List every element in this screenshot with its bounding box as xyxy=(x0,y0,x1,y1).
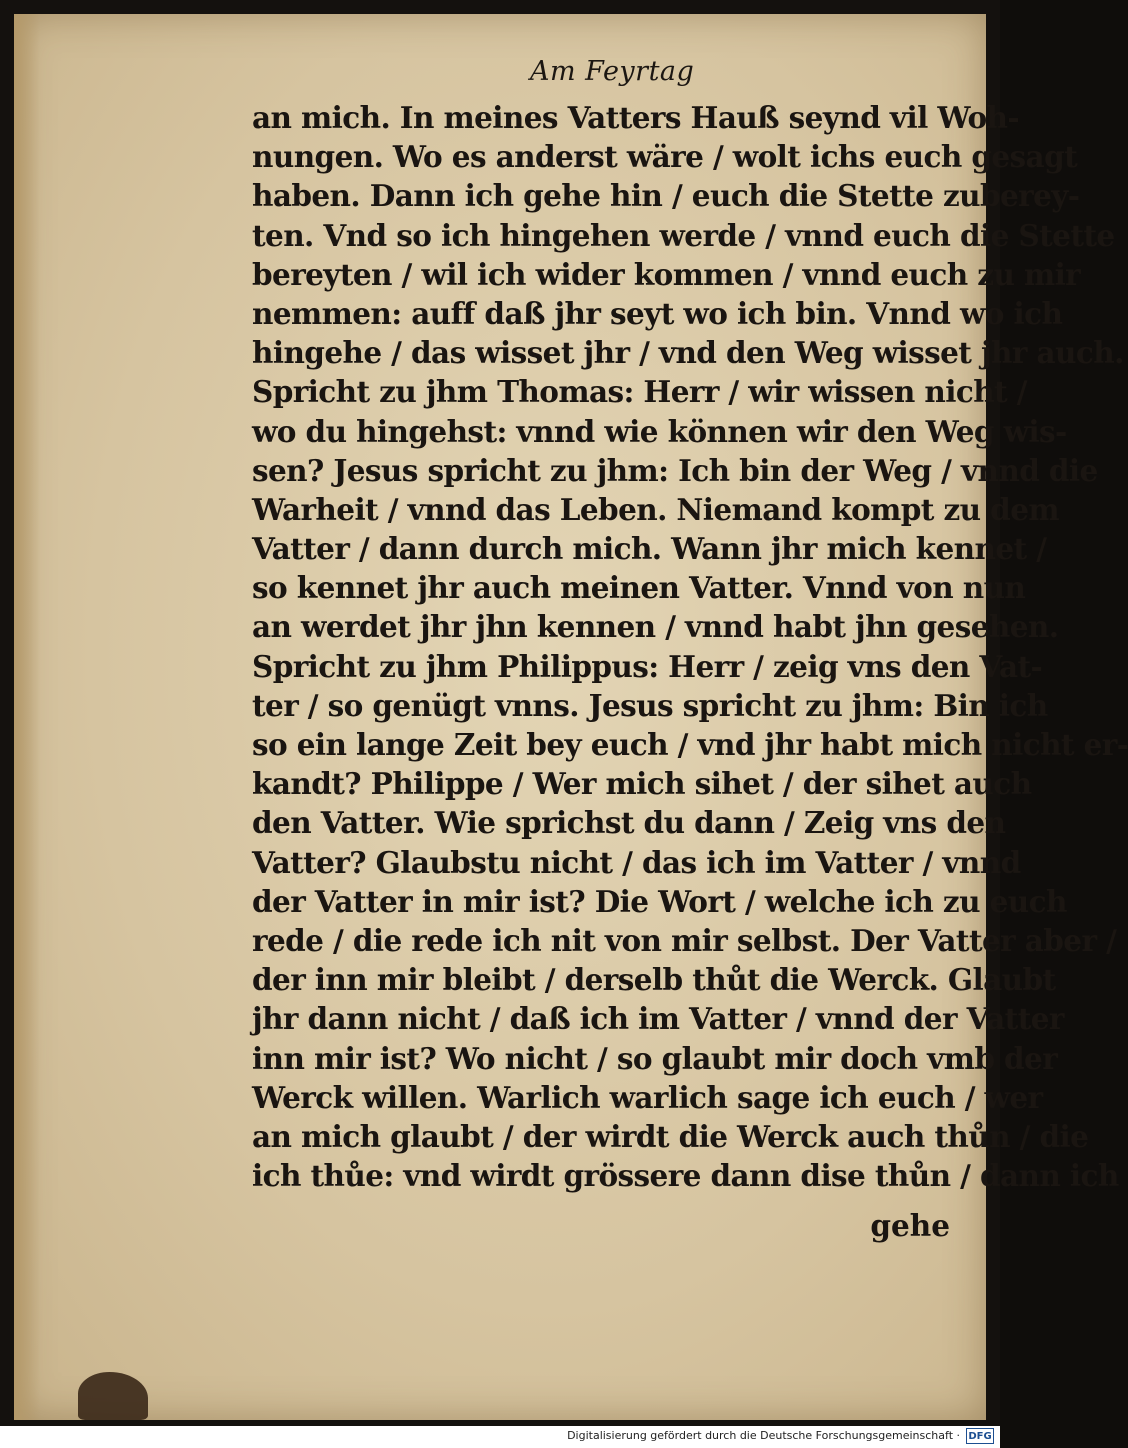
text-line: inn mir ist? Wo nicht / so glaubt mir doch vmb der xyxy=(252,1040,1058,1076)
text-line: so kennet jhr auch meinen Vatter. Vnnd von nun xyxy=(252,570,1026,606)
text-line: ter / so genügt vnns. Jesus spricht zu jhm: Bin ich xyxy=(252,687,1048,723)
text-line: ich thůe: vnd wirdt grössere dann dise thůn / dann ich xyxy=(252,1158,1119,1194)
catchword: gehe xyxy=(870,1208,950,1243)
text-line: jhr dann nicht / daß ich im Vatter / vnnd der Vatter xyxy=(252,1001,1064,1037)
text-line: rede / die rede ich nit von mir selbst. Der Vatter aber / xyxy=(252,922,1117,958)
text-line: kandt? Philippe / Wer mich sihet / der sihet auch xyxy=(252,766,1032,802)
text-line: der inn mir bleibt / derselb thůt die Werck. Glaubt xyxy=(252,962,1056,998)
text-line: an werdet jhr jhn kennen / vnnd habt jhn gesehen. xyxy=(252,609,1059,645)
running-head: Am Feyrtag xyxy=(530,56,695,87)
footer-credit: Digitalisierung gefördert durch die Deutsche Forschungsgemeinschaft · xyxy=(567,1429,960,1442)
text-line: der Vatter in mir ist? Die Wort / welche ich zu euch xyxy=(252,883,1067,919)
text-line: nungen. Wo es anderst wäre / wolt ichs euch gesagt xyxy=(252,139,1078,175)
text-line: nemmen: auff daß jhr seyt wo ich bin. Vnnd wo ich xyxy=(252,295,1063,331)
dfg-logo: DFG xyxy=(966,1428,994,1444)
text-line: so ein lange Zeit bey euch / vnd jhr habt mich nicht er- xyxy=(252,727,1128,762)
text-line: haben. Dann ich gehe hin / euch die Stette zuberey- xyxy=(252,178,1080,214)
text-line: Werck willen. Warlich warlich sage ich euch / wer xyxy=(252,1079,1043,1115)
text-line: hingehe / das wisset jhr / vnd den Weg wisset jhr auch. xyxy=(252,335,1124,371)
text-line: bereyten / wil ich wider kommen / vnnd euch zu mir xyxy=(252,256,1081,292)
text-line: Warheit / vnnd das Leben. Niemand kompt zu dem xyxy=(252,491,1059,527)
text-line: Vatter? Glaubstu nicht / das ich im Vatter / vnnd xyxy=(252,844,1021,880)
text-line: den Vatter. Wie sprichst du dann / Zeig vns den xyxy=(252,805,1006,841)
text-line: Vatter / dann durch mich. Wann jhr mich kennet / xyxy=(252,531,1047,567)
text-line: ten. Vnd so ich hingehen werde / vnnd euch die Stette xyxy=(252,217,1115,253)
text-line: Spricht zu jhm Thomas: Herr / wir wissen nicht / xyxy=(252,374,1027,410)
body-text xyxy=(252,98,1128,1195)
text-line: an mich. In meines Vatters Hauß seynd vil Woh- xyxy=(252,100,1020,135)
text-line: an mich glaubt / der wirdt die Werck auch thůn / die xyxy=(252,1118,1089,1154)
page-gutter-shadow xyxy=(14,14,40,1420)
text-line: Spricht zu jhm Philippus: Herr / zeig vns den Vat- xyxy=(252,648,1043,684)
text-line: sen? Jesus spricht zu jhm: Ich bin der Weg / vnnd die xyxy=(252,452,1098,488)
text-line: wo du hingehst: vnnd wie können wir den Weg wis- xyxy=(252,413,1067,449)
